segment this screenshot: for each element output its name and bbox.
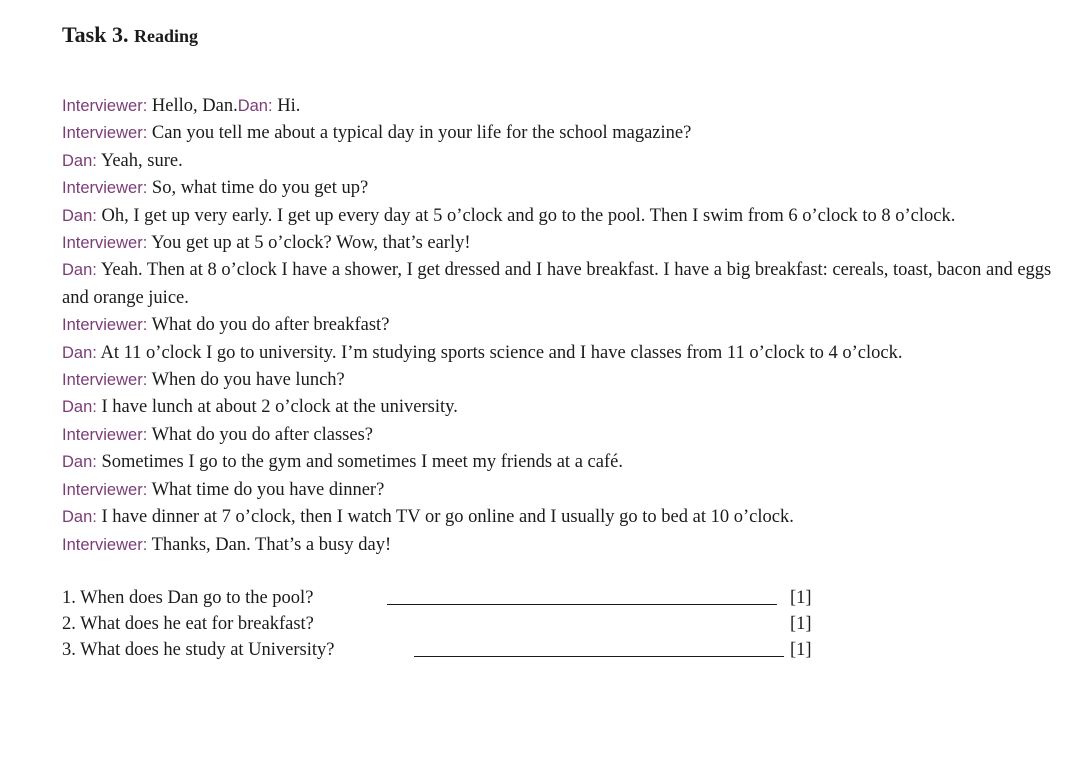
dialogue-line xyxy=(62,532,1062,559)
dialogue-text: Hello, Dan. xyxy=(151,96,238,116)
task-title-main: Task 3. xyxy=(62,22,129,47)
dialogue-line xyxy=(62,422,1062,449)
task-title-sub: Reading xyxy=(133,26,198,46)
task-title xyxy=(62,20,1062,51)
dialogue-text: What time do you have dinner? xyxy=(151,479,385,500)
speaker-label: Dan: xyxy=(62,261,97,280)
dialogue-text: Thanks, Dan. That’s a busy day! xyxy=(151,534,392,555)
speaker-label: Dan: xyxy=(237,97,273,115)
dialogue-text: What do you do after breakfast? xyxy=(151,315,390,336)
speaker-label: Dan: xyxy=(62,206,97,225)
speaker-label: Dan: xyxy=(62,398,97,417)
speaker-label: Interviewer: xyxy=(62,535,148,554)
speaker-label: Interviewer: xyxy=(62,234,148,253)
dialogue-text: At 11 o’clock I go to university. I’m studying sports science and I have classes from 11 o’clock to 4 o’clock. xyxy=(100,342,903,363)
dialogue-line xyxy=(62,340,1062,367)
dialogue-text: Can you tell me about a typical day in your life for the school magazine? xyxy=(151,123,692,144)
speaker-label: Interviewer: xyxy=(62,97,148,115)
dialogue-text: You get up at 5 o’clock? Wow, that’s early! xyxy=(151,233,471,254)
dialogue-line xyxy=(62,312,1062,339)
dialogue-text: Oh, I get up very early. I get up every day at 5 o’clock and go to the pool. Then I swim from 6 o’clock to 8 o’clock. xyxy=(101,205,956,226)
speaker-label: Interviewer: xyxy=(62,480,148,499)
question-mark: [1] xyxy=(790,639,812,660)
speaker-label: Interviewer: xyxy=(62,425,148,444)
dialogue-text: Sometimes I go to the gym and sometimes I meet my friends at a café. xyxy=(101,452,623,473)
speaker-label: Dan: xyxy=(62,508,97,527)
dialogue-line xyxy=(62,93,1062,120)
speaker-label: Interviewer: xyxy=(62,179,148,198)
worksheet-page xyxy=(62,20,1062,663)
question-text: 2. What does he eat for breakfast? xyxy=(62,613,314,634)
speaker-label: Dan: xyxy=(62,151,97,170)
dialogue-line xyxy=(62,120,1062,147)
dialogue-text: I have dinner at 7 o’clock, then I watch TV or go online and I usually go to bed at 10 o’clock. xyxy=(101,507,794,528)
dialogue-line xyxy=(62,449,1062,476)
dialogue-text: Hi. xyxy=(277,96,301,116)
speaker-label: Dan: xyxy=(62,343,97,362)
dialogue-text: I have lunch at about 2 o’clock at the university. xyxy=(101,397,458,418)
question-text: 3. What does he study at University? xyxy=(62,639,335,660)
dialogue-text: So, what time do you get up? xyxy=(151,178,369,199)
speaker-label: Interviewer: xyxy=(62,316,148,335)
dialogue-line xyxy=(62,394,1062,421)
question-row xyxy=(62,585,822,611)
questions-list xyxy=(62,585,1062,663)
dialogue-line xyxy=(62,148,1062,175)
question-row xyxy=(62,611,822,637)
question-mark: [1] xyxy=(790,613,812,634)
answer-blank[interactable] xyxy=(414,637,784,657)
dialogue-line xyxy=(62,477,1062,504)
question-row xyxy=(62,637,822,663)
dialogue-line xyxy=(62,257,1062,312)
dialogue-line xyxy=(62,175,1062,202)
dialogue-line xyxy=(62,504,1062,531)
dialogue-line xyxy=(62,203,1062,230)
dialogue-text: Yeah. Then at 8 o’clock I have a shower, I get dressed and I have breakfast. I have a big breakfast: cereals, toast, bacon and eggs and orange juice. xyxy=(62,260,1052,308)
question-text: 1. When does Dan go to the pool? xyxy=(62,587,314,608)
dialogue-text: Yeah, sure. xyxy=(100,150,183,171)
speaker-label: Dan: xyxy=(62,453,97,472)
answer-blank[interactable] xyxy=(387,585,777,605)
speaker-label: Interviewer: xyxy=(62,371,148,390)
dialogue xyxy=(62,93,1062,559)
dialogue-line xyxy=(62,230,1062,257)
dialogue-text: What do you do after classes? xyxy=(151,424,373,445)
speaker-label: Interviewer: xyxy=(62,124,148,143)
dialogue-text: When do you have lunch? xyxy=(151,370,345,391)
question-mark: [1] xyxy=(790,587,812,608)
dialogue-line xyxy=(62,367,1062,394)
